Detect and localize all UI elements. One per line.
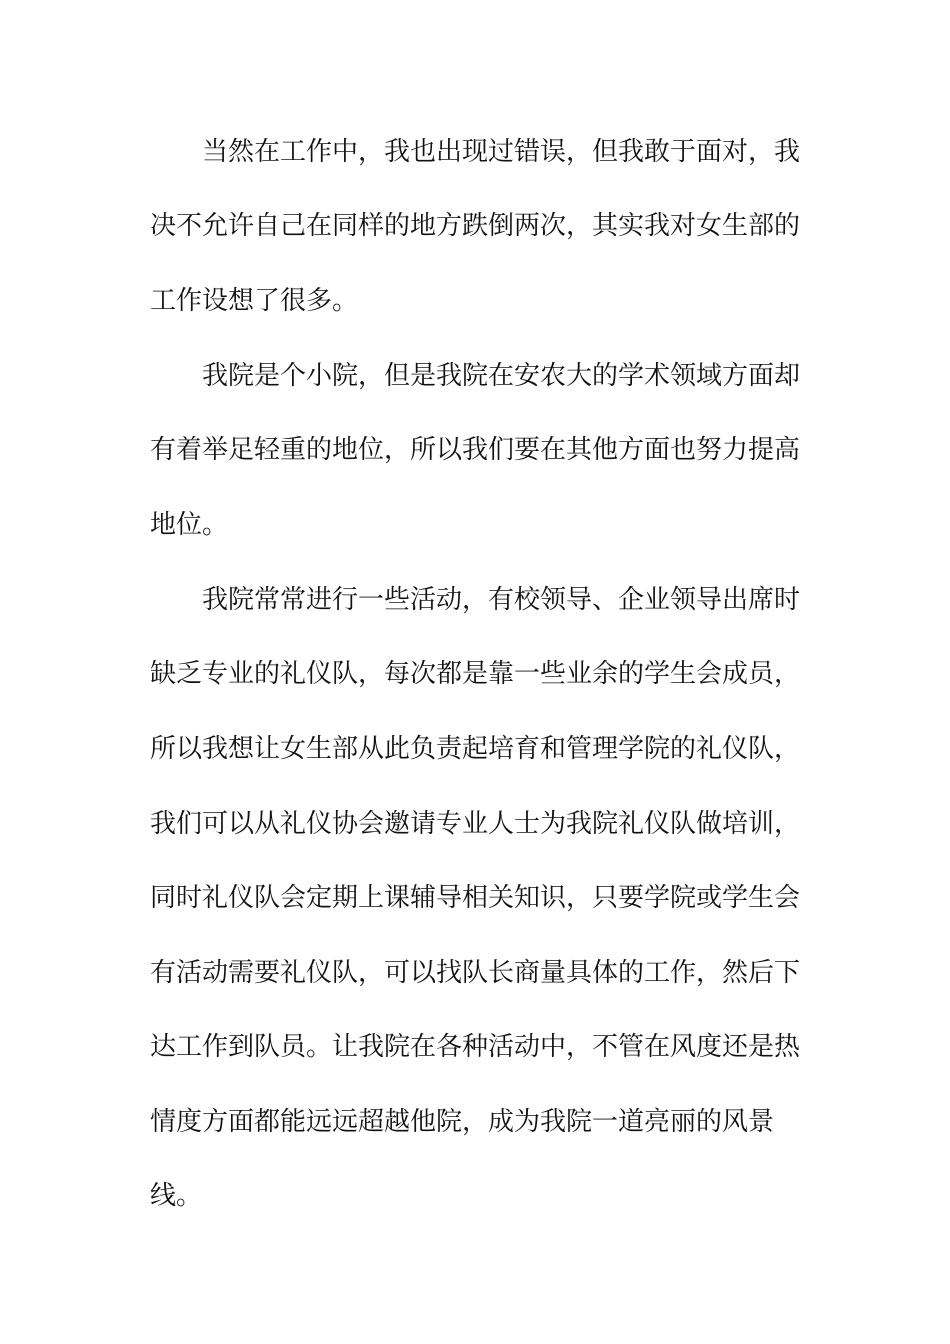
paragraph-3-line-3: 所以我想让女生部从此负责起培育和管理学院的礼仪队， <box>150 734 801 764</box>
paragraph-1-line-2: 决不允许自己在同样的地方跌倒两次，其实我对女生部的 <box>150 211 801 241</box>
paragraph-3-line-2: 缺乏专业的礼仪队，每次都是靠一些业余的学生会成员， <box>150 659 801 689</box>
paragraph-2-line-1: 我院是个小院，但是我院在安农大的学术领域方面却 <box>202 361 801 391</box>
paragraph-3-line-1: 我院常常进行一些活动，有校领导、企业领导出席时 <box>202 585 801 615</box>
paragraph-1-line-3: 工作设想了很多。 <box>150 286 359 316</box>
paragraph-3-line-9: 线。 <box>150 1181 203 1211</box>
paragraph-3-line-6: 有活动需要礼仪队，可以找队长商量具体的工作，然后下 <box>150 958 801 988</box>
paragraph-3-line-7: 达工作到队员。让我院在各种活动中，不管在风度还是热 <box>150 1032 801 1062</box>
paragraph-3-line-4: 我们可以从礼仪协会邀请专业人士为我院礼仪队做培训， <box>150 809 801 839</box>
paragraph-2-line-2: 有着举足轻重的地位，所以我们要在其他方面也努力提高 <box>150 435 801 465</box>
paragraph-3-line-5: 同时礼仪队会定期上课辅导相关知识，只要学院或学生会 <box>150 883 801 913</box>
paragraph-3-line-8: 情度方面都能远远超越他院，成为我院一道亮丽的风景 <box>150 1107 775 1137</box>
paragraph-2-line-3: 地位。 <box>150 510 229 540</box>
paragraph-1-line-1: 当然在工作中，我也出现过错误，但我敢于面对，我 <box>202 137 801 167</box>
